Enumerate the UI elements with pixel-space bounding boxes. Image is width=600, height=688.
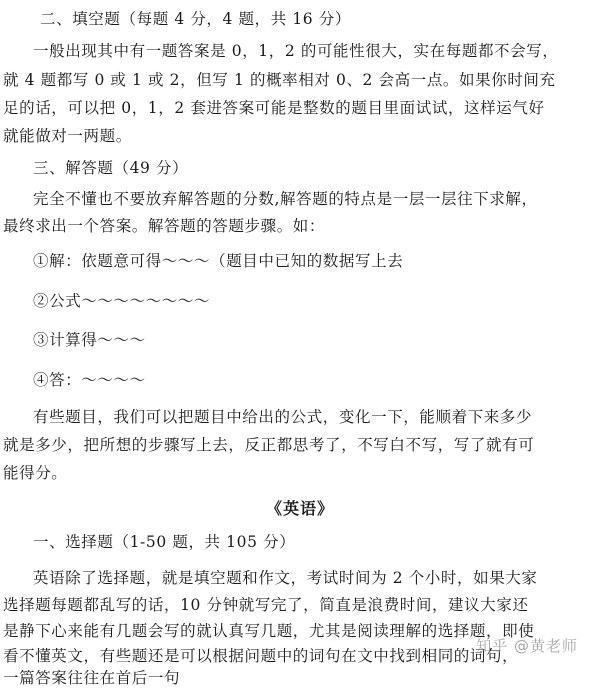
solve-outro-line: 能得分。 (3, 464, 68, 482)
solve-step-3: ③计算得～～～ (33, 331, 146, 349)
english-paragraph-line: 一篇答案往往在首后一句 (3, 669, 181, 687)
fill-blank-paragraph-line: 就能做对一两题。 (3, 127, 132, 145)
fill-blank-paragraph-line: 一般出现其中有一题答案是 0，1，2 的可能性很大，实在每题都不会写， (33, 42, 559, 60)
english-paragraph-line: 英语除了选择题，就是填空题和作文，考试时间为 2 个小时，如果大家 (33, 569, 538, 587)
fill-blank-heading: 二、填空题（每题 4 分，4 题，共 16 分） (40, 10, 351, 28)
solve-outro-line: 就是多少，把所想的步骤写上去，反正都思考了，不写白不写，写了就有可 (3, 436, 535, 454)
english-paragraph-line: 选择题每题都乱写的话，10 分钟就写完了，简直是浪费时间，建议大家还 (3, 596, 529, 614)
fill-blank-paragraph-line: 就 4 题都写 0 或 1 或 2，但写 1 的概率相对 0、2 会高一点。如果你时间充 (3, 71, 556, 89)
solve-step-1: ①解：依题意可得～～～（题目中已知的数据写上去 (33, 252, 404, 270)
solve-heading: 三、解答题（49 分） (33, 159, 189, 177)
english-section-title: 《英语》 (265, 499, 334, 518)
solve-intro-line: 完全不懂也不要放弃解答题的分数,解答题的特点是一层一层往下求解， (33, 190, 538, 208)
zhihu-watermark: 知乎 @黄老师 (476, 637, 578, 655)
solve-step-2: ②公式～～～～～～～～ (33, 292, 211, 310)
solve-outro-line: 有些题目，我们可以把题目中给出的公式，变化一下，能顺着下来多少 (33, 408, 533, 426)
solve-step-4: ④答：～～～～ (33, 371, 146, 389)
solve-intro-line: 最终求出一个答案。解答题的答题步骤。如： (3, 217, 326, 235)
english-paragraph-line: 看不懂英文，有些题还是可以根据问题中的词句在文中找到相同的词句， (3, 647, 519, 665)
english-choice-heading: 一、选择题（1-50 题，共 105 分） (33, 533, 296, 551)
english-paragraph-line: 是静下心来能有几题会写的就认真写几题，尤其是阅读理解的选择题，即使 (3, 622, 535, 640)
fill-blank-paragraph-line: 足的话，可以把 0，1，2 套进答案可能是整数的题目里面试试，这样运气好 (3, 99, 545, 117)
